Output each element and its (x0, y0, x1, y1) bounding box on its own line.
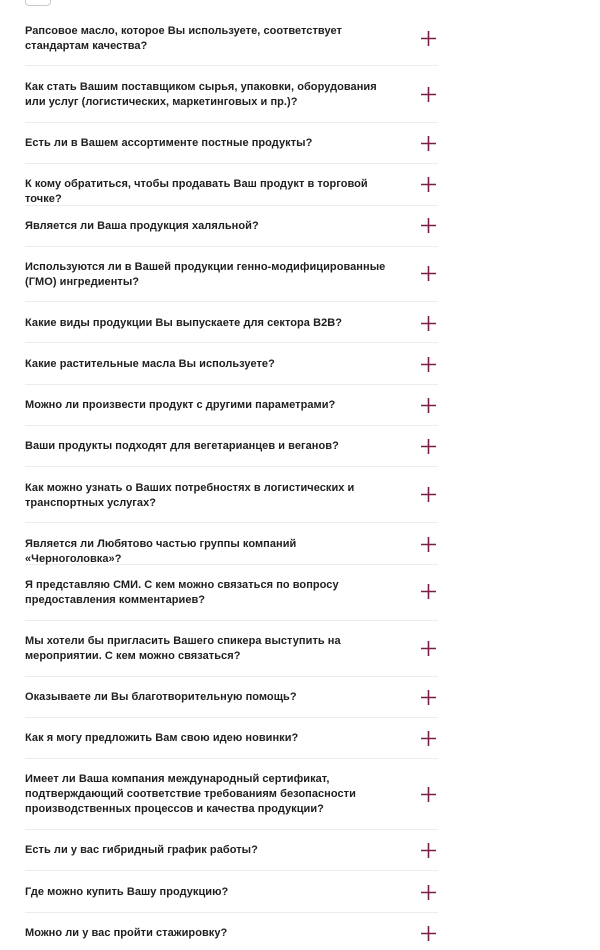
faq-item[interactable] (25, 830, 438, 871)
plus-icon[interactable] (421, 537, 436, 552)
faq-question: Используются ли в Вашей продукции генно-модифицированные (ГМО) ингредиенты? (25, 261, 386, 288)
faq-question: Есть ли в Вашем ассортименте постные продукты? (25, 137, 313, 149)
faq-item[interactable] (25, 302, 438, 343)
plus-icon[interactable] (421, 177, 436, 192)
plus-icon[interactable] (421, 584, 436, 599)
plus-icon[interactable] (421, 487, 436, 502)
faq-question: Ваши продукты подходят для вегетарианцев и веганов? (25, 440, 339, 452)
partial-element-top (25, 0, 51, 6)
plus-icon[interactable] (421, 31, 436, 46)
plus-icon[interactable] (421, 87, 436, 102)
faq-item[interactable] (25, 206, 438, 247)
faq-item[interactable] (25, 14, 438, 66)
faq-question: Имеет ли Ваша компания международный сертификат, подтверждающий соответствие требованиям безопасности производственных процессов и качества продукции? (25, 773, 356, 815)
faq-item[interactable] (25, 759, 438, 830)
faq-question: Где можно купить Вашу продукцию? (25, 886, 229, 898)
faq-item[interactable] (25, 247, 438, 302)
plus-icon[interactable] (421, 316, 436, 331)
plus-icon[interactable] (421, 787, 436, 802)
faq-question: Как я могу предложить Вам свою идею новинки? (25, 732, 299, 744)
faq-question: Оказываете ли Вы благотворительную помощь? (25, 691, 297, 703)
faq-item[interactable] (25, 123, 438, 164)
faq-item[interactable] (25, 467, 438, 523)
plus-icon[interactable] (421, 218, 436, 233)
faq-question: Какие виды продукции Вы выпускаете для сектора B2B? (25, 317, 343, 329)
plus-icon[interactable] (421, 357, 436, 372)
plus-icon[interactable] (421, 926, 436, 941)
faq-question: Можно ли произвести продукт с другими параметрами? (25, 399, 336, 411)
plus-icon[interactable] (421, 641, 436, 656)
faq-item[interactable] (25, 677, 438, 718)
plus-icon[interactable] (421, 398, 436, 413)
faq-question: Какие растительные масла Вы используете? (25, 358, 275, 370)
plus-icon[interactable] (421, 843, 436, 858)
plus-icon[interactable] (421, 266, 436, 281)
faq-item[interactable] (25, 913, 438, 950)
faq-item[interactable] (25, 565, 438, 621)
plus-icon[interactable] (421, 731, 436, 746)
faq-question: Мы хотели бы пригласить Вашего спикера выступить на мероприятии. С кем можно связаться? (25, 635, 341, 662)
faq-question: Можно ли у вас пройти стажировку? (25, 927, 228, 939)
faq-question: Рапсовое масло, которое Вы используете, соответствует стандартам качества? (25, 25, 342, 52)
faq-question: Я представляю СМИ. С кем можно связаться по вопросу предоставления комментариев? (25, 579, 339, 606)
faq-item[interactable] (25, 426, 438, 467)
plus-icon[interactable] (421, 690, 436, 705)
faq-item[interactable] (25, 343, 438, 385)
faq-item[interactable] (25, 66, 438, 123)
plus-icon[interactable] (421, 439, 436, 454)
faq-question: Как стать Вашим поставщиком сырья, упаковки, оборудования или услуг (логистических, маркетинговых и пр.)? (25, 81, 377, 108)
faq-question: Является ли Любятово частью группы компаний «Черноголовка»? (25, 538, 297, 565)
faq-item[interactable] (25, 718, 438, 759)
plus-icon[interactable] (421, 885, 436, 900)
faq-question: Является ли Ваша продукция халяльной? (25, 220, 259, 232)
faq-question: К кому обратиться, чтобы продавать Ваш продукт в торговой точке? (25, 178, 368, 205)
faq-question: Как можно узнать о Ваших потребностях в логистических и транспортных услугах? (25, 482, 355, 509)
plus-icon[interactable] (421, 136, 436, 151)
faq-item[interactable] (25, 385, 438, 426)
faq-question: Есть ли у вас гибридный график работы? (25, 844, 258, 856)
faq-item[interactable] (25, 871, 438, 913)
faq-item[interactable] (25, 621, 438, 677)
faq-item[interactable] (25, 164, 438, 206)
faq-item[interactable] (25, 523, 438, 565)
